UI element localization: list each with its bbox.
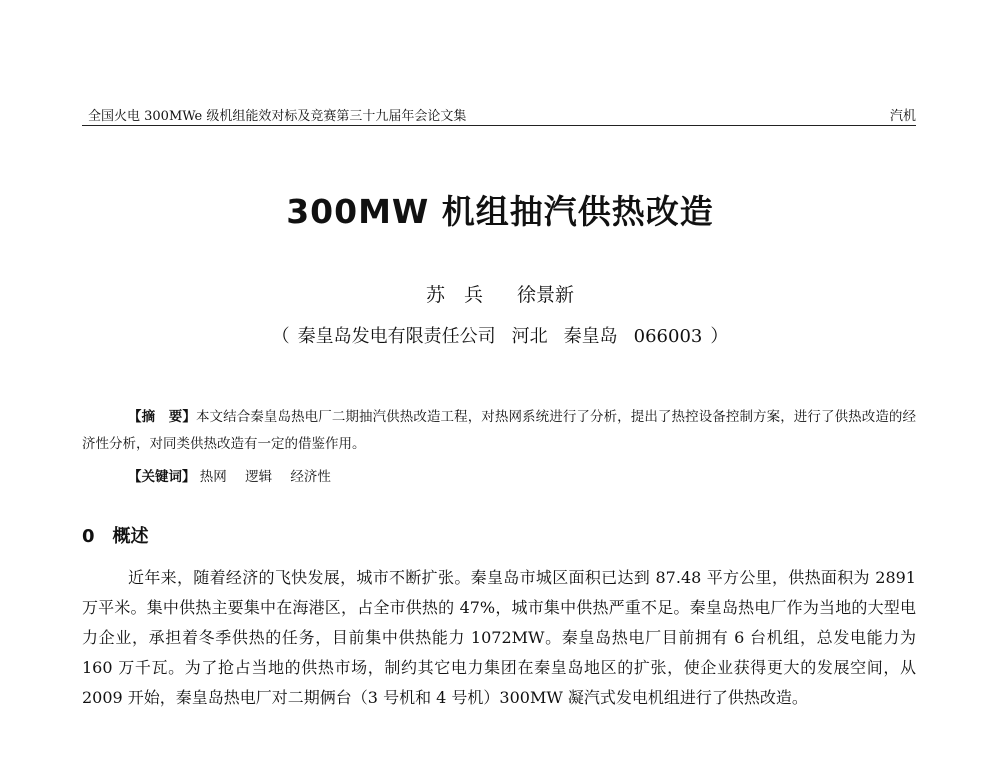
abstract-label: 【摘 要】 — [128, 409, 196, 425]
abstract — [82, 404, 916, 458]
affiliation-close-paren: ） — [710, 326, 729, 347]
keyword: 逻辑 — [245, 469, 273, 485]
affiliation-org: 秦皇岛发电有限责任公司 — [297, 326, 496, 347]
affiliation — [0, 322, 1000, 348]
author-name: 苏 兵 — [425, 284, 483, 306]
section-heading — [82, 522, 149, 548]
affiliation-province: 河北 — [511, 326, 548, 347]
affiliation-postcode: 066003 — [633, 326, 703, 347]
paper-title: 300MW 机组抽汽供热改造 — [286, 192, 714, 231]
header-category: 汽机 — [889, 109, 916, 124]
section-title: 概述 — [112, 526, 149, 547]
header-proceedings-title: 全国火电 300MWe 级机组能效对标及竞赛第三十九届年会论文集 — [88, 109, 467, 124]
keyword: 热网 — [199, 469, 227, 485]
section-number: 0 — [82, 526, 95, 547]
header-divider — [82, 125, 916, 126]
keywords — [128, 465, 345, 485]
affiliation-open-paren: （ — [271, 326, 290, 347]
body-paragraph: 近年来，随着经济的飞快发展，城市不断扩张。秦皇岛市城区面积已达到 87.48 平方公里，供热面积为 2891 万平米。集中供热主要集中在海港区，占全市供热的 47%，城市集中供热严重不足。秦皇岛热电厂作为当地的大型电力企业，承担着冬季供热的任务，目前集中供热能力 1072MW。秦皇岛热电厂目前拥有 6 台机组，总发电能力为 160 万千瓦。为了抢占当地的供热市场，制约其它电力集团在秦皇岛地区的扩张，使企业获得更大的发展空间，从 2009 开始，秦皇岛热电厂对二期俩台（3 号机和 4 号机）300MW 凝汽式发电机组进行了供热改造。 — [82, 568, 916, 707]
abstract-text: 本文结合秦皇岛热电厂二期抽汽供热改造工程，对热网系统进行了分析，提出了热控设备控制方案，进行了供热改造的经济性分析，对同类供热改造有一定的借鉴作用。 — [82, 409, 917, 452]
affiliation-city: 秦皇岛 — [563, 326, 618, 347]
author-name: 徐景新 — [517, 284, 575, 306]
keywords-label: 【关键词】 — [128, 469, 196, 485]
keyword: 经济性 — [290, 469, 331, 485]
author-list — [0, 280, 1000, 307]
running-header — [82, 105, 916, 123]
